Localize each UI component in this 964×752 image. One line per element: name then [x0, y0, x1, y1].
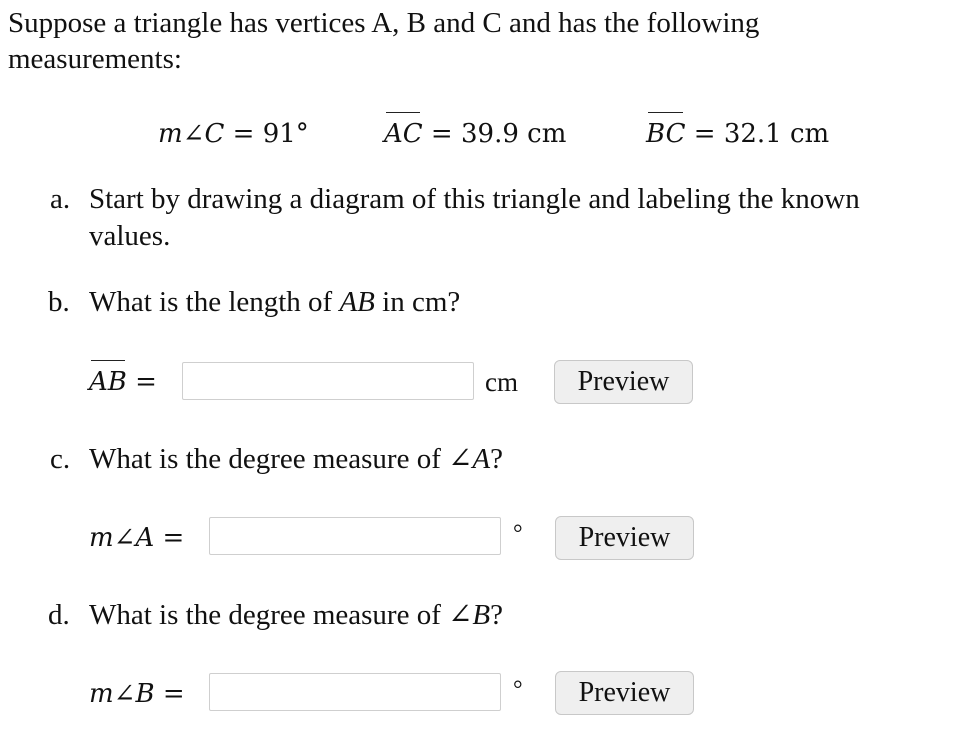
intro-line-2: measurements:	[8, 43, 182, 75]
equals-sign: =	[154, 679, 185, 709]
side-value: 32.1 cm	[723, 119, 830, 149]
angle-prefix: m∠	[89, 523, 136, 553]
degree-unit-d: °	[513, 677, 523, 703]
question-text: What is the length of	[89, 286, 340, 318]
equals-sign: =	[224, 119, 263, 149]
part-a-line-1: Start by drawing a diagram of this triangle and labeling the known	[89, 183, 860, 215]
angle-value: 91°	[262, 119, 309, 149]
question-text-end: in cm?	[374, 286, 461, 318]
part-d-marker: d.	[48, 599, 70, 631]
question-variable: AB	[339, 286, 375, 318]
intro-text: Suppose a triangle has vertices A, B and C and has the following	[8, 7, 760, 39]
equals-sign: =	[685, 119, 724, 149]
part-a-line-2: values.	[89, 220, 171, 252]
degree-unit-c: °	[513, 521, 523, 547]
angle-b-answer-input[interactable]	[209, 673, 501, 711]
question-variable: B	[472, 599, 491, 631]
angle-vertex: C	[204, 119, 225, 149]
angle-a-answer-input[interactable]	[209, 517, 501, 555]
answer-variable: A	[135, 523, 155, 553]
given-side-ac	[384, 118, 566, 150]
side-name: AC	[384, 119, 423, 149]
question-variable: A	[472, 443, 491, 475]
part-b-marker: b.	[48, 286, 70, 318]
angle-prefix: m∠	[89, 679, 136, 709]
answer-variable: AB	[89, 367, 127, 397]
side-value: 39.9 cm	[461, 119, 567, 149]
ab-unit: cm	[485, 367, 518, 397]
given-side-bc	[646, 118, 829, 150]
preview-button-d[interactable]: Preview	[555, 671, 694, 715]
equals-sign: =	[154, 523, 185, 553]
given-angle-c	[158, 118, 309, 150]
preview-button-c[interactable]: Preview	[555, 516, 694, 560]
part-b-answer-label	[89, 366, 157, 398]
angle-prefix: m∠	[158, 119, 205, 149]
answer-variable: B	[135, 679, 155, 709]
part-b-question	[89, 284, 460, 320]
question-text-end: ?	[490, 599, 504, 631]
part-d-question	[89, 597, 503, 633]
part-c-marker: c.	[50, 443, 71, 475]
side-name: BC	[646, 119, 686, 149]
part-d-answer-label	[89, 678, 185, 710]
part-c-question	[89, 441, 503, 477]
part-a-marker: a.	[50, 183, 71, 215]
question-text-end: ?	[490, 443, 504, 475]
equals-sign: =	[126, 367, 157, 397]
equals-sign: =	[422, 119, 461, 149]
part-c-answer-label	[89, 522, 184, 554]
intro-line-1	[8, 5, 759, 41]
question-text: What is the degree measure of ∠	[89, 443, 473, 475]
preview-button-b[interactable]: Preview	[554, 360, 693, 404]
question-text: What is the degree measure of ∠	[89, 599, 473, 631]
ab-answer-input[interactable]	[182, 362, 474, 400]
